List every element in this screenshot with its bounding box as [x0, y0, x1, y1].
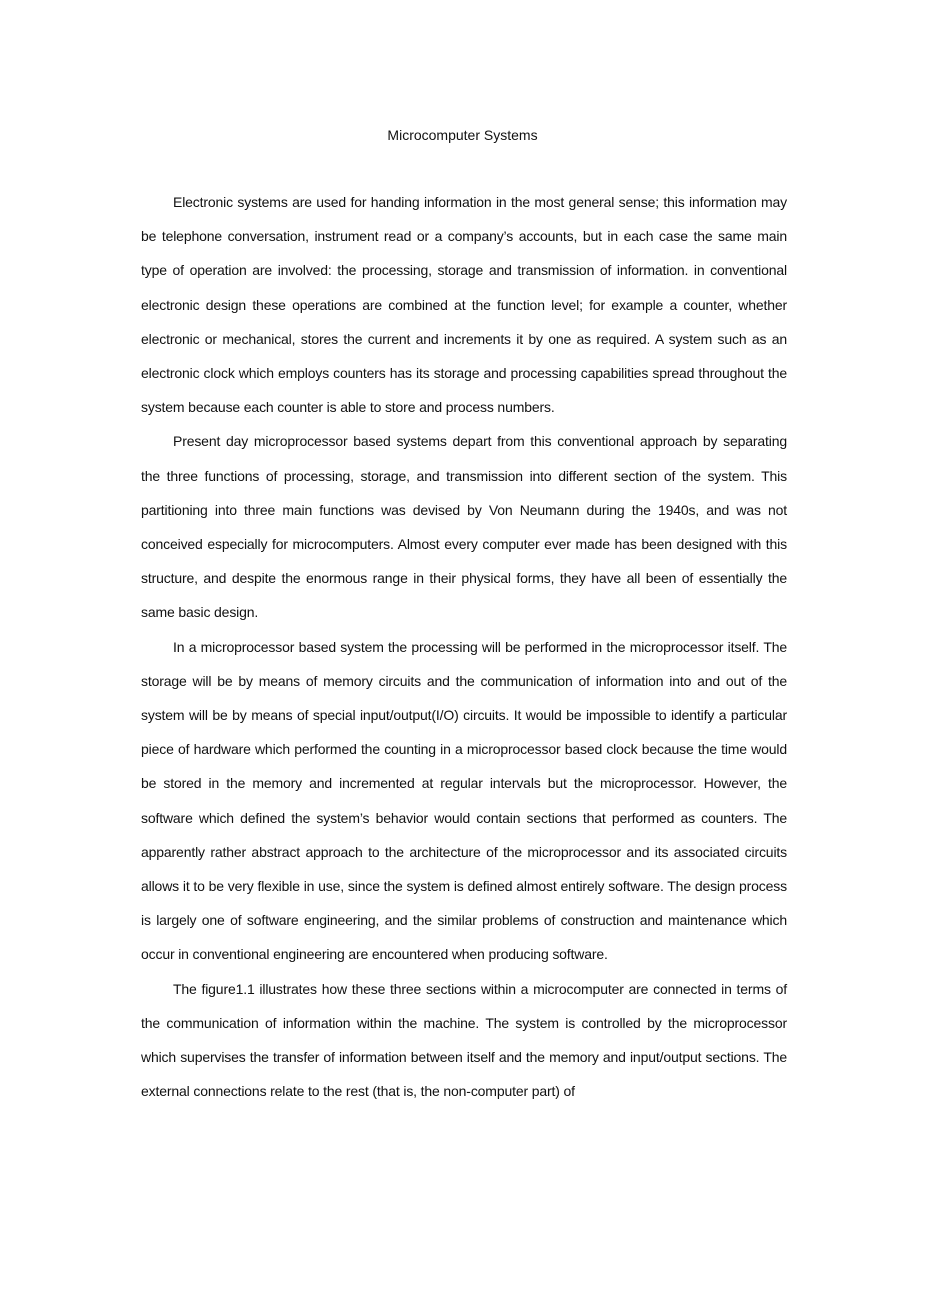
paragraph-2: Present day microprocessor based systems depart from this conventional approach by separating the three functions of processing, storage, and transmission into different section of the system. This partitioning into three main functions was devised by Von Neumann during the 1940s, and was not conceived especially for microcomputers. Almost every computer ever made has been designed with this structure, and despite the enormous range in their physical forms, they have all been of essentially the same basic design.: [141, 433, 787, 621]
paragraph-4: The figure1.1 illustrates how these three sections within a microcomputer are connected in terms of the communication of information within the machine. The system is controlled by the microprocessor which supervises the transfer of information between itself and the memory and input/output sections. The external connections relate to the rest (that is, the non-computer part) of: [141, 980, 787, 1100]
document-body: [141, 185, 787, 1108]
paragraph-3: In a microprocessor based system the processing will be performed in the microprocessor itself. The storage will be by means of memory circuits and the communication of information into and out of the system will be by means of special input/output(I/O) circuits. It would be impossible to identify a particular piece of hardware which performed the counting in a microprocessor based clock because the time would be stored in the memory and incremented at regular intervals but the microprocessor. However, the software which defined the system’s behavior would contain sections that performed as counters. The apparently rather abstract approach to the architecture of the microprocessor and its associated circuits allows it to be very flexible in use, since the system is defined almost entirely software. The design process is largely one of software engineering, and the similar problems of construction and maintenance which occur in conventional engineering are encountered when producing software.: [141, 638, 787, 963]
page-title: Microcomputer Systems: [387, 127, 538, 143]
paragraph-1: Electronic systems are used for handing information in the most general sense; this information may be telephone conversation, instrument read or a company’s accounts, but in each case the same main type of operation are involved: the processing, storage and transmission of information. in conventional electronic design these operations are combined at the function level; for example a counter, whether electronic or mechanical, stores the current and increments it by one as required. A system such as an electronic clock which employs counters has its storage and processing capabilities spread throughout the system because each counter is able to store and process numbers.: [141, 194, 787, 416]
